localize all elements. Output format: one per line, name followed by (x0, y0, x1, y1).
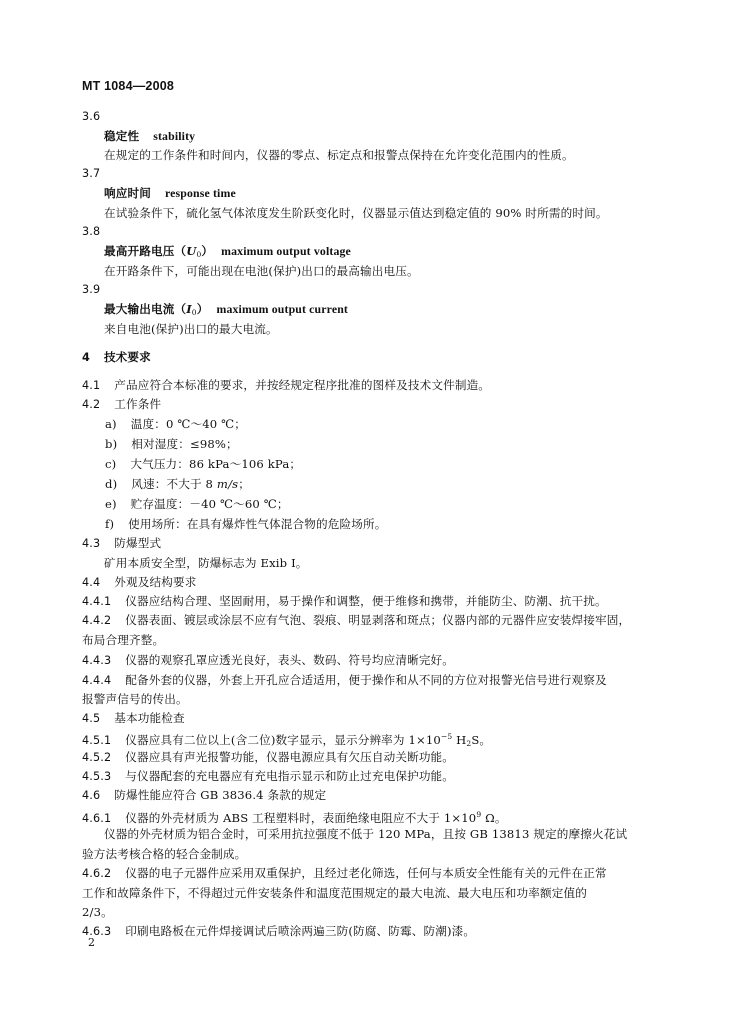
clause-3-8-definition: 在开路条件下，可能出现在电池(保护)出口的最高输出电压。 (104, 264, 419, 278)
clause-3-7-term (104, 186, 236, 200)
clause-4-6 (82, 788, 326, 803)
list-text: 相对湿度：≤98%； (131, 437, 238, 451)
list-item-e (105, 497, 289, 511)
clause-3-8-number: 3.8 (82, 225, 101, 238)
formula-end: Ω。 (481, 811, 507, 825)
list-item-f (105, 517, 387, 531)
clause-4-6-3 (82, 924, 475, 939)
clause-text: 印刷电路板在元件焊接调试后喷涂两遍三防(防腐、防霉、防潮)漆。 (125, 924, 476, 938)
term-cn: 稳定性 (104, 129, 140, 143)
clause-3-7-definition: 在试验条件下，硫化氢气体浓度发生阶跃变化时，仪器显示值达到稳定值的 90% 时所需的时间。 (104, 206, 608, 220)
term-en: response time (164, 186, 236, 200)
clause-number: 4.5.3 (82, 770, 112, 783)
clause-4-6-2 (82, 866, 607, 881)
clause-text: 防爆型式 (114, 536, 162, 550)
term-en: maximum output current (216, 302, 349, 316)
section-4-heading (82, 350, 151, 365)
clause-4-4 (82, 575, 196, 590)
list-text: 使用场所：在具有爆炸性气体混合物的危险场所。 (128, 517, 387, 531)
list-marker: d) (105, 477, 118, 491)
symbol-subscript: 0 (191, 308, 197, 317)
clause-4-6-2-continued: 工作和故障条件下，不得超过元件安装条件和温度范围规定的最大电流、最大电压和功率额定值的 (82, 886, 587, 900)
term-cn: 响应时间 (104, 186, 151, 200)
clause-text: 仪器应具有二位以上(含二位)数字显示，显示分辨率为 1×10 (125, 733, 441, 747)
clause-4-2 (82, 397, 161, 412)
clause-text: 仪器的外壳材质为 ABS 工程塑料时，表面绝缘电阻应不大于 1×10 (125, 811, 477, 825)
clause-number: 4.4.1 (82, 595, 112, 608)
clause-4-6-1 (82, 808, 507, 826)
clause-number: 4.4.4 (82, 674, 112, 687)
standard-code-header: MT 1084—2008 (82, 79, 175, 93)
term-en: maximum output voltage (221, 244, 351, 258)
clause-3-8-term (104, 244, 351, 262)
term-cn: 最大输出电流（ (104, 302, 187, 316)
list-text: 大气压力：86 kPa～106 kPa； (130, 457, 302, 471)
clause-text: 仪器应结构合理、坚固耐用，易于操作和调整，便于维修和携带，并能防尘、防潮、抗干扰。 (125, 594, 607, 608)
clause-text: 仪器应具有声光报警功能，仪器电源应具有欠压自动关断功能。 (125, 750, 455, 764)
clause-number: 4.5.1 (82, 734, 112, 747)
clause-text: 仪器表面、镀层或涂层不应有气泡、裂痕、明显剥落和斑点；仪器内部的元器件应安装焊接牢固， (125, 613, 631, 627)
clause-text: 工作条件 (114, 397, 162, 411)
clause-4-5-3 (82, 769, 454, 784)
clause-4-6-2-end: 2/3。 (82, 905, 113, 919)
clause-number: 4.5.2 (82, 751, 112, 764)
list-item-a (105, 417, 246, 431)
clause-text: 产品应符合本标准的要求，并按经规定程序批准的图样及技术文件制造。 (114, 378, 491, 392)
list-text: 贮存温度：－40 ℃～60 ℃； (130, 497, 289, 511)
list-marker: f) (105, 517, 115, 531)
clause-number: 4.6 (82, 789, 101, 802)
clause-3-6-term (104, 129, 195, 143)
formula-subscript: 2 (466, 739, 472, 748)
clause-3-7-number: 3.7 (82, 167, 101, 180)
clause-number: 4.2 (82, 398, 101, 411)
list-item-b (105, 437, 238, 451)
clause-text: 仪器的观察孔罩应透光良好，表头、数码、符号均应清晰完好。 (125, 653, 455, 667)
clause-4-4-4-continued: 报警声信号的传出。 (82, 692, 188, 706)
list-text: 风速：不大于 8 (131, 477, 217, 491)
clause-text: 外观及结构要求 (114, 575, 197, 589)
clause-number: 4.4.3 (82, 654, 112, 667)
unit: m/s (216, 477, 239, 491)
symbol: I (186, 302, 192, 316)
clause-4-6-1-continued: 验方法考核合格的轻合金制成。 (82, 847, 247, 861)
list-marker: a) (105, 417, 117, 431)
clause-number: 4.3 (82, 537, 101, 550)
list-item-d (105, 477, 250, 491)
clause-3-9-number: 3.9 (82, 283, 101, 296)
clause-text: 配备外套的仪器，外套上开孔应合适适用，便于操作和从不同的方位对报警光信号进行观察及 (125, 673, 607, 687)
clause-4-1 (82, 378, 490, 393)
clause-number: 4.6.3 (82, 925, 112, 938)
clause-4-4-3 (82, 653, 454, 668)
clause-text: 仪器的电子元器件应采用双重保护，且经过老化筛选，任何与本质安全性能有关的元件在正常 (125, 866, 607, 880)
list-text: 温度：0 ℃～40 ℃； (130, 417, 246, 431)
section-title: 技术要求 (103, 350, 151, 364)
clause-4-4-4 (82, 673, 607, 688)
list-text-end: ； (238, 477, 250, 491)
formula-end: S。 (471, 733, 492, 747)
term-cn: 最高开路电压（ (104, 244, 187, 258)
clause-4-4-2 (82, 613, 630, 628)
clause-number: 4.6.1 (82, 812, 112, 825)
clause-number: 4.6.2 (82, 867, 112, 880)
exponent: 9 (476, 810, 482, 819)
clause-4-5 (82, 711, 185, 726)
clause-4-4-2-continued: 布局合理齐整。 (82, 633, 165, 647)
formula-text: H (452, 733, 467, 747)
clause-4-5-2 (82, 750, 454, 765)
clause-4-6-1-paragraph: 仪器的外壳材质为铝合金时，可采用抗拉强度不低于 120 MPa，且按 GB 13813 规定的摩擦火花试 (104, 827, 628, 841)
section-number: 4 (82, 351, 90, 364)
list-marker: e) (105, 497, 117, 511)
list-marker: c) (105, 457, 117, 471)
clause-3-9-definition: 来自电池(保护)出口的最大电流。 (104, 322, 278, 336)
term-cn-close: ） (196, 302, 209, 316)
exponent: −5 (440, 732, 453, 741)
clause-4-3 (82, 536, 161, 551)
clause-4-3-text: 矿用本质安全型，防爆标志为 Exib Ⅰ。 (104, 556, 308, 570)
term-en: stability (153, 129, 196, 143)
page-number: 2 (88, 936, 95, 949)
clause-number: 4.4.2 (82, 614, 112, 627)
term-cn-close: ） (201, 244, 214, 258)
clause-text: 基本功能检查 (114, 711, 185, 725)
clause-3-6-definition: 在规定的工作条件和时间内，仪器的零点、标定点和报警点保持在允许变化范围内的性质。 (104, 148, 574, 162)
clause-4-4-1 (82, 594, 607, 609)
clause-number: 4.4 (82, 576, 101, 589)
symbol-subscript: 0 (196, 250, 202, 259)
clause-text: 与仪器配套的充电器应有充电指示显示和防止过充电保护功能。 (125, 769, 455, 783)
clause-text: 防爆性能应符合 GB 3836.4 条款的规定 (114, 788, 327, 802)
clause-3-6-number: 3.6 (82, 110, 101, 123)
clause-4-5-1 (82, 730, 491, 751)
symbol: U (186, 244, 197, 258)
list-marker: b) (105, 437, 118, 451)
list-item-c (105, 457, 301, 471)
clause-number: 4.5 (82, 712, 101, 725)
clause-3-9-term (104, 302, 348, 320)
clause-number: 4.1 (82, 379, 101, 392)
